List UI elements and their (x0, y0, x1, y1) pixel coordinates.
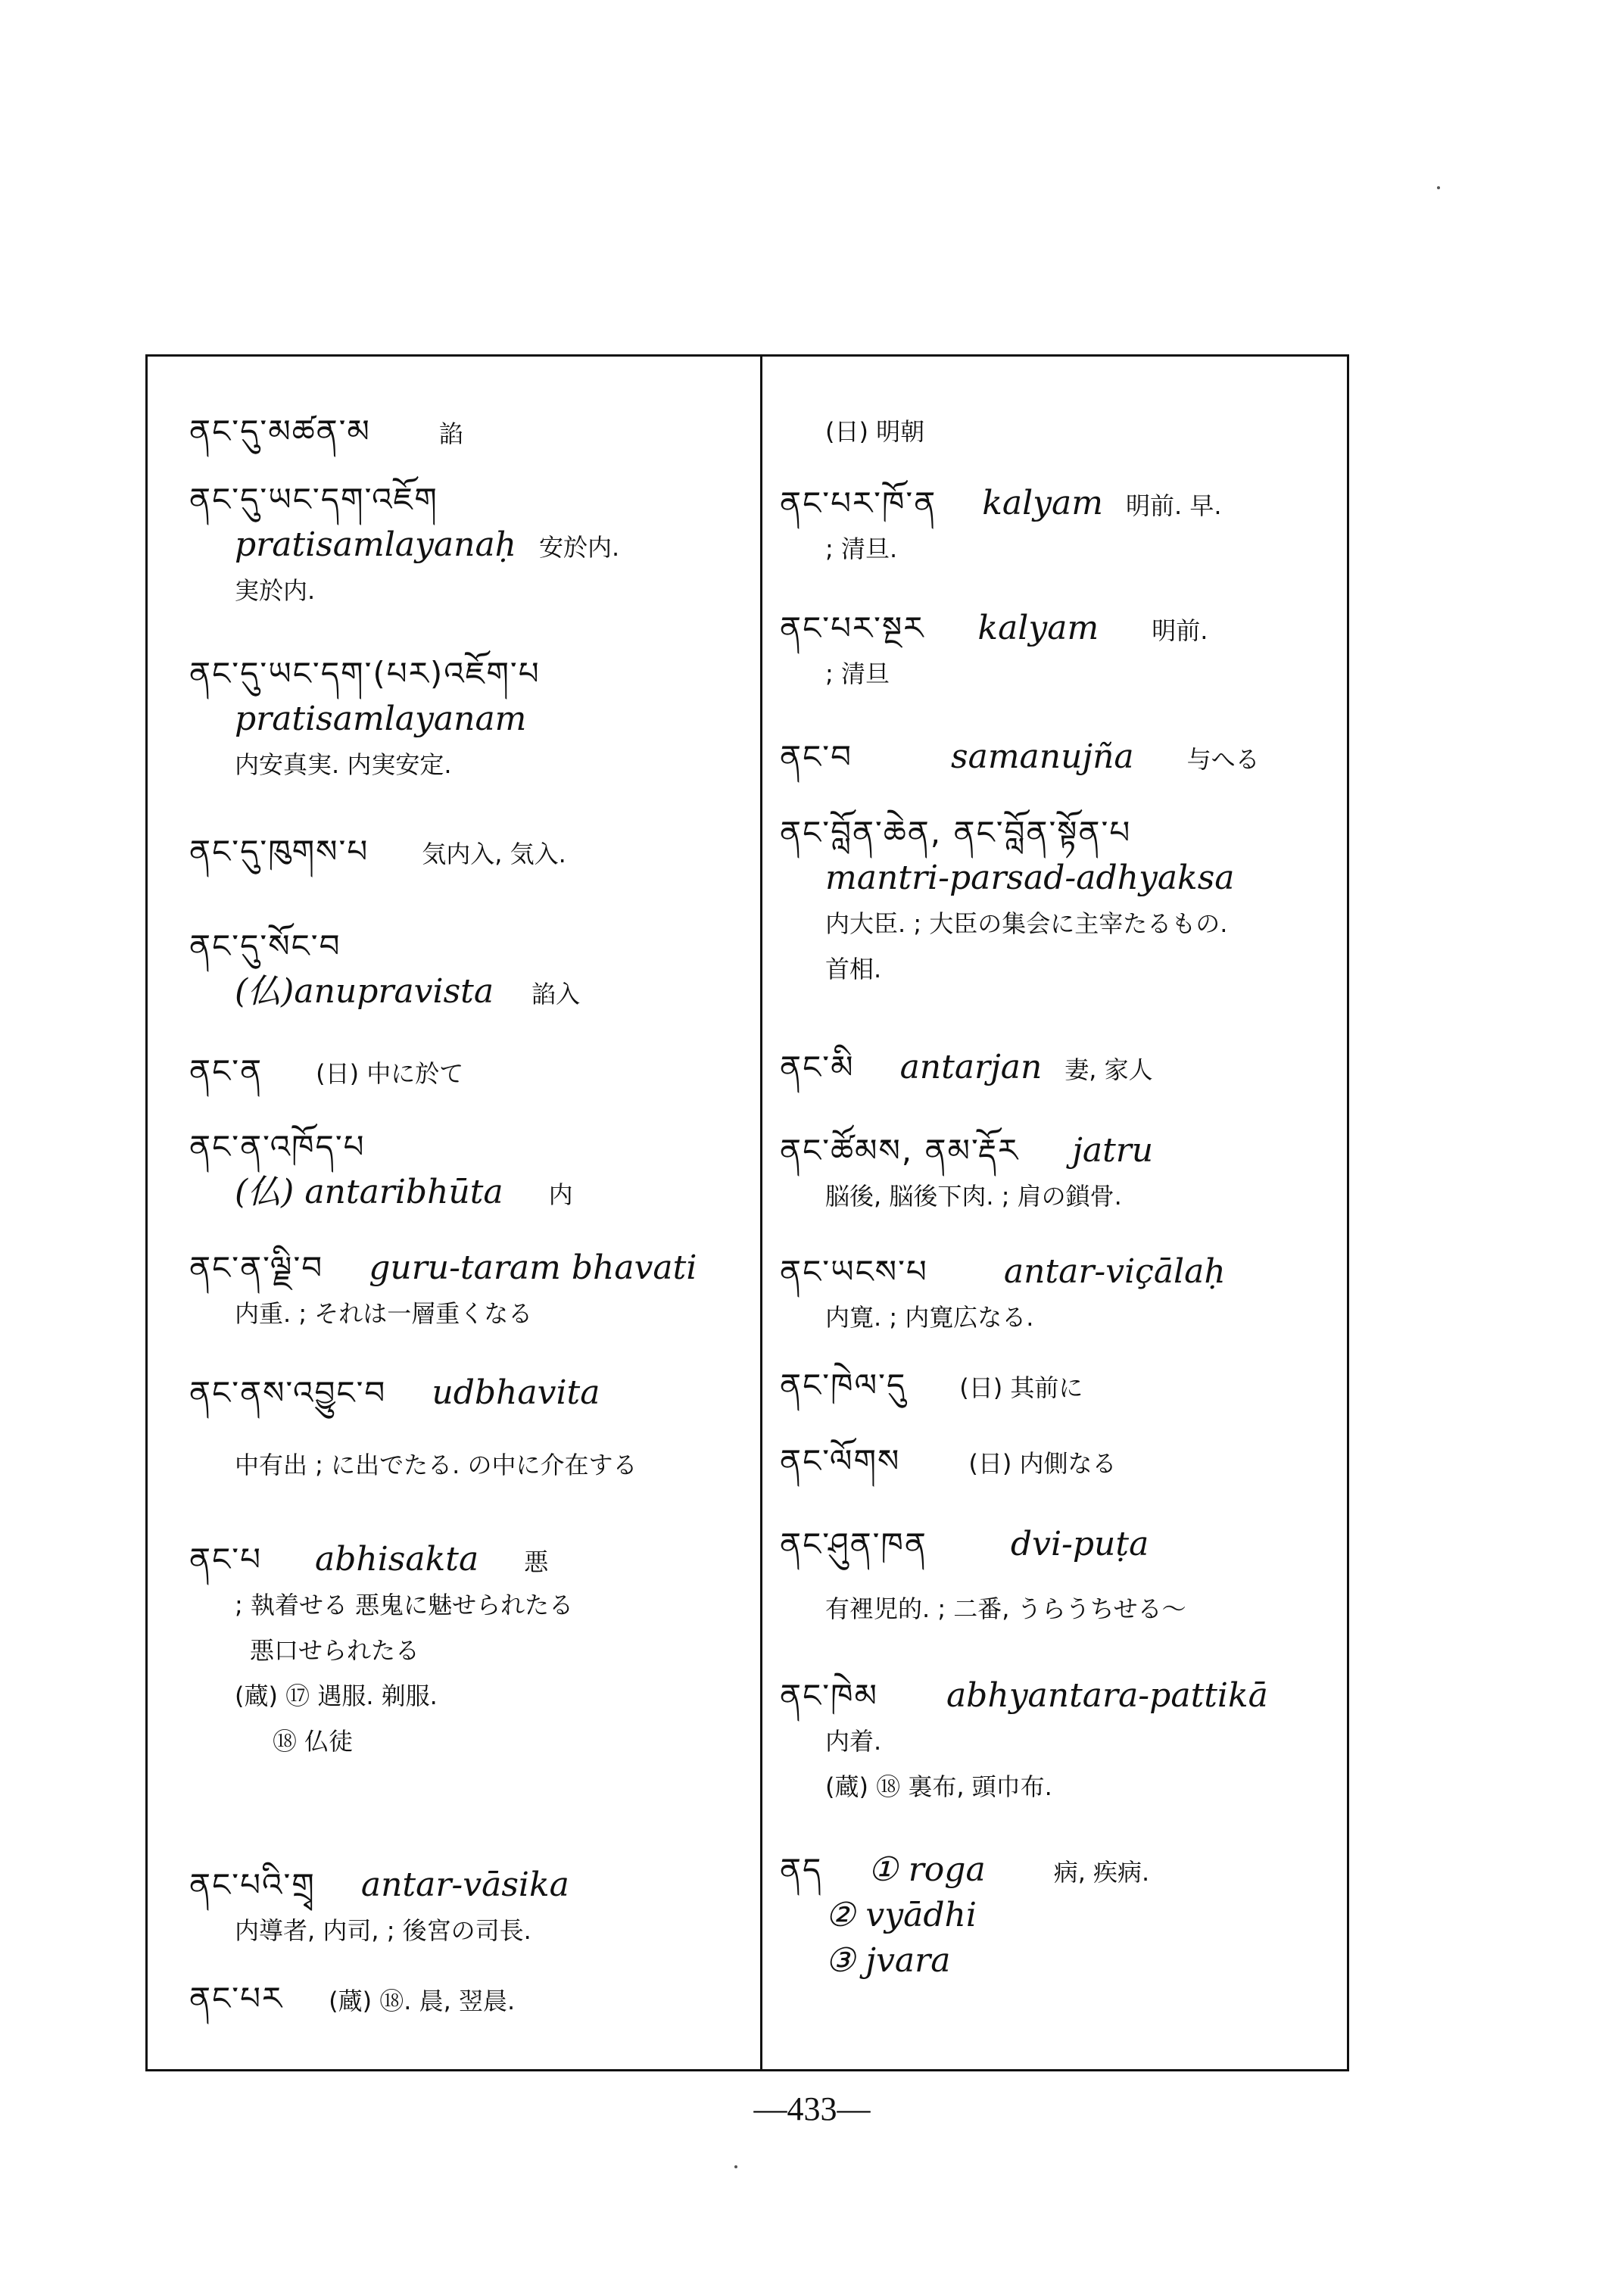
tibetan-term: ནང་པར་ཁོ་ན (780, 485, 937, 522)
dictionary-entry (189, 924, 750, 1015)
japanese-gloss: 内寛. ; 内寛広なる. (825, 1303, 1034, 1332)
tibetan-term: ནང་ཡངས་པ (780, 1253, 928, 1290)
japanese-gloss: 内安真実. 内実安定. (235, 750, 452, 779)
japanese-gloss: 諂 (438, 419, 463, 448)
japanese-gloss: 内重. ; それは一層重くなる (235, 1299, 533, 1328)
japanese-gloss: 内導者, 内司, ; 後宮の司長. (235, 1916, 531, 1945)
japanese-gloss: 与へる (1186, 745, 1260, 774)
japanese-gloss: 明前. (1152, 616, 1208, 645)
dictionary-entry (780, 1673, 1325, 1809)
sanskrit-term: ① roga (868, 1850, 986, 1889)
japanese-note: (日) 明朝 (825, 417, 925, 446)
sanskrit-term: antarjan (899, 1048, 1043, 1086)
dictionary-entry (189, 1537, 750, 1764)
japanese-gloss: (蔵) ⑰ 遇服. 剃服. (235, 1682, 438, 1710)
scan-speck (1437, 186, 1440, 189)
japanese-gloss: 諂入 (531, 980, 581, 1008)
sanskrit-term: jatru (1072, 1131, 1154, 1170)
dictionary-entry (780, 1249, 1325, 1340)
tibetan-term: ནང་ལོགས (780, 1442, 901, 1479)
tibetan-term: ནང་དུ་སོང་བ (189, 927, 341, 965)
dictionary-entry (189, 1370, 750, 1488)
sanskrit-term: (仏)anupravista (235, 972, 494, 1011)
tibetan-term: ནང་དུ་ཁུགས་པ (189, 833, 369, 870)
sanskrit-term: dvi-puṭa (1010, 1525, 1149, 1563)
tibetan-term: ནང་ཚོམས, ནམ་རྡོར (780, 1132, 1020, 1169)
tibetan-term: ནང་ཤུན་ཁན (780, 1526, 927, 1563)
japanese-gloss: 実於内. (235, 576, 316, 605)
dictionary-entry (189, 1976, 750, 2021)
dictionary-entry (780, 481, 1325, 572)
tibetan-term: ནང་པར་སྔར (780, 609, 925, 647)
sanskrit-term: udbhavita (432, 1373, 600, 1412)
japanese-gloss: 内着. (825, 1727, 882, 1756)
tibetan-term: ནང་དུ་ཡང་དག་འཇོག (189, 481, 438, 518)
sanskrit-term: ③ jvara (825, 1941, 951, 1980)
tibetan-term: ནང་ཁེལ་དུ (780, 1367, 907, 1404)
dictionary-entry (780, 810, 1325, 992)
dictionary-entry (189, 829, 750, 874)
dictionary-entry (780, 409, 1325, 454)
tibetan-term: ནང་ཁེམ (780, 1677, 878, 1714)
dictionary-entry (780, 734, 1325, 780)
japanese-gloss: ; 清旦 (825, 659, 890, 688)
japanese-gloss: 悪 (524, 1548, 549, 1576)
sanskrit-term: abhisakta (315, 1540, 479, 1579)
dictionary-entry (780, 1363, 1325, 1408)
dictionary-entry (780, 606, 1325, 697)
dictionary-entry (780, 1847, 1325, 1984)
tibetan-term: ནང་ནས་འབྱུང་བ (189, 1374, 387, 1411)
japanese-gloss: 安於内. (539, 533, 620, 562)
dictionary-entry (189, 1049, 750, 1094)
japanese-gloss: 妻, 家人 (1064, 1055, 1153, 1084)
japanese-gloss: 病, 疾病. (1053, 1858, 1150, 1887)
japanese-gloss: 脳後, 脳後下肉. ; 肩の鎖骨. (825, 1182, 1122, 1211)
tibetan-term: ནང་བ (780, 738, 853, 775)
dictionary-entry (189, 409, 750, 454)
japanese-gloss: 中有出 ; に出でたる. の中に介在する (235, 1451, 637, 1479)
tibetan-term: ནང་པའི་གྲྭ (189, 1866, 316, 1903)
dictionary-entry (780, 1128, 1325, 1219)
japanese-gloss: ⑱ 仏徒 (273, 1727, 354, 1756)
tibetan-term: ནང་དུ་ཡང་དག་(པར)འཇོག་པ (189, 655, 541, 692)
japanese-gloss: 悪口せられたる (250, 1636, 420, 1665)
tibetan-term: ནང་ན་འཁོད་པ (189, 1128, 366, 1165)
page-number: —433— (753, 2090, 871, 2127)
sanskrit-term: samanujña (951, 737, 1134, 776)
japanese-gloss: (蔵) ⑱. 晨, 翌晨. (329, 1987, 516, 2015)
japanese-gloss: ; 清旦. (825, 535, 898, 563)
japanese-gloss: 内 (548, 1180, 573, 1209)
japanese-gloss: 首相. (825, 955, 882, 983)
tibetan-term: ནང་ན (189, 1052, 263, 1089)
tibetan-term: ནང་པ (189, 1541, 262, 1578)
japanese-gloss: 内大臣. ; 大臣の集会に主宰たるもの. (825, 909, 1228, 938)
sanskrit-term: abhyantara-pattikā (946, 1676, 1268, 1715)
tibetan-term: ནང་བློན་ཆེན, ནང་བློན་སྟོན་པ (780, 814, 1132, 851)
sanskrit-term: guru-taram bhavati (369, 1248, 697, 1287)
japanese-note: (日) 中に於て (316, 1059, 464, 1088)
sanskrit-term: kalyam (982, 484, 1103, 522)
japanese-note: (日) 内側なる (968, 1449, 1117, 1478)
japanese-gloss: (蔵) ⑱ 裏布, 頭巾布. (825, 1772, 1052, 1801)
tibetan-term: ནང་མི (780, 1049, 855, 1086)
sanskrit-term: pratisamlayanam (235, 700, 527, 738)
tibetan-term: ནང་པར (189, 1980, 284, 2017)
column-divider (760, 354, 762, 2071)
tibetan-term: ནད (780, 1851, 823, 1888)
japanese-gloss: 有裡児的. ; 二番, うらうちせる〜 (825, 1594, 1186, 1623)
tibetan-term: ནང་ན་ལྗི་བ (189, 1249, 324, 1286)
dictionary-entry (189, 651, 750, 787)
japanese-gloss: 明前. 早. (1126, 491, 1222, 520)
dictionary-entry (189, 1124, 750, 1215)
sanskrit-term: mantri-parsad-adhyaksa (825, 859, 1235, 897)
dictionary-entry (189, 477, 750, 613)
dictionary-entry (189, 1245, 750, 1336)
sanskrit-term: ② vyādhi (825, 1896, 977, 1934)
sanskrit-term: antar-vāsika (360, 1865, 569, 1904)
dictionary-entry (780, 1045, 1325, 1090)
japanese-note: (日) 其前に (959, 1373, 1083, 1402)
dictionary-entry (780, 1438, 1325, 1484)
sanskrit-term: antar-viçālaḥ (1003, 1252, 1226, 1291)
sanskrit-term: (仏) antaribhūta (235, 1173, 503, 1211)
scan-speck (734, 2165, 737, 2168)
dictionary-entry (780, 1522, 1325, 1632)
dictionary-entry (189, 1862, 750, 1953)
tibetan-term: ནང་དུ་མཚན་མ (189, 413, 371, 450)
sanskrit-term: pratisamlayanaḥ (235, 525, 517, 564)
japanese-gloss: 気内入, 気入. (422, 840, 566, 868)
sanskrit-term: kalyam (977, 609, 1099, 647)
japanese-gloss: ; 執着せる 悪鬼に魅せられたる (235, 1591, 574, 1619)
